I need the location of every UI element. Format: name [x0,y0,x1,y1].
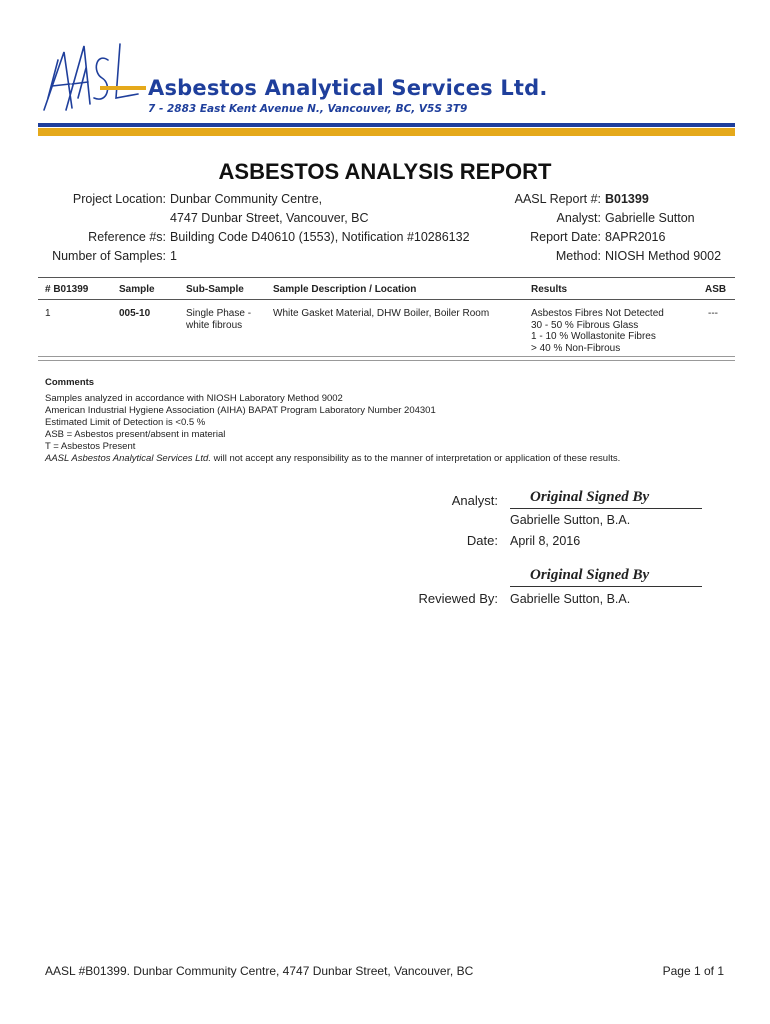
cell-asb: --- [708,308,718,319]
col-header-results: Results [531,284,568,295]
company-logo [38,38,148,128]
method-label: Method: [555,249,601,263]
page-number: Page 1 of 1 [662,964,724,978]
disclaimer-company: AASL Asbestos Analytical Services Ltd. [45,453,211,464]
cell-result-line3: 1 - 10 % Wollastonite Fibres [531,331,656,343]
col-header-asb: ASB [705,284,727,295]
analyst-name: Gabrielle Sutton, B.A. [510,513,631,527]
table-header-rule [38,299,735,300]
header-rule-blue [38,123,735,127]
analyst-signature-line [510,489,702,509]
reviewer-signature: Original Signed By [530,567,650,583]
disclaimer [45,453,620,465]
comment-line: American Industrial Hygiene Association (AIHA) BAPAT Program Laboratory Number 204301 [45,405,436,416]
comment-line: Estimated Limit of Detection is <0.5 % [45,417,206,428]
analyst-signature: Original Signed By [530,489,650,505]
signature-analyst-label: Analyst: [451,493,498,508]
signature-date-label: Date: [466,533,498,548]
col-header-subsample: Sub-Sample [186,284,244,295]
table-bottom-rule-1 [38,356,735,357]
cell-number: 1 [45,308,51,319]
samples-value: 1 [170,249,177,263]
table-bottom-rule-2 [38,360,735,361]
company-address: 7 - 2883 East Kent Avenue N., Vancouver, BC, V5S 3T9 [148,103,468,115]
comment-line: T = Asbestos Present [45,441,136,452]
project-location-line1: Dunbar Community Centre, [170,192,323,206]
aasl-report-label: AASL Report #: [514,192,601,206]
cell-sample: 005-10 [119,308,151,319]
analyst-label: Analyst: [556,211,601,225]
reference-value: Building Code D40610 (1553), Notification #10286132 [170,230,470,244]
company-name: Asbestos Analytical Services Ltd. [148,76,548,100]
report-date-label: Report Date: [530,230,601,244]
reviewed-by-label: Reviewed By: [418,591,498,606]
project-location-line2: 4747 Dunbar Street, Vancouver, BC [170,211,369,225]
cell-result-line2: 30 - 50 % Fibrous Glass [531,319,639,331]
comment-line: Samples analyzed in accordance with NIOSH Laboratory Method 9002 [45,393,343,404]
method-value: NIOSH Method 9002 [605,249,722,263]
report-date-value: 8APR2016 [605,230,666,244]
comment-line: ASB = Asbestos present/absent in material [45,429,226,440]
signature-date-value: April 8, 2016 [510,534,581,548]
footer-left: AASL #B01399. Dunbar Community Centre, 4747 Dunbar Street, Vancouver, BC [45,964,474,978]
cell-result-line1: Asbestos Fibres Not Detected [531,308,664,319]
table-top-rule [38,277,735,278]
project-location-label: Project Location: [72,192,166,206]
col-header-sample: Sample [119,284,155,295]
aasl-report-value: B01399 [605,192,649,206]
samples-label: Number of Samples: [52,249,166,263]
cell-result-line4: > 40 % Non-Fibrous [531,342,621,354]
cell-subsample-line1: Single Phase - [186,308,252,319]
analyst-value: Gabrielle Sutton [605,211,695,225]
cell-subsample-line2: white fibrous [186,319,243,331]
reviewer-signature-line [510,567,702,587]
col-header-number: # B01399 [45,284,89,295]
disclaimer-text: will not accept any responsibility as to the manner of interpretation or application of these results. [210,453,621,464]
reviewer-name: Gabrielle Sutton, B.A. [510,592,631,606]
cell-description: White Gasket Material, DHW Boiler, Boiler Room [273,308,490,319]
reference-label: Reference #s: [88,230,166,244]
comments-heading: Comments [45,377,95,388]
header-rule-gold [38,128,735,136]
report-title: ASBESTOS ANALYSIS REPORT [218,159,552,184]
col-header-description: Sample Description / Location [273,284,417,295]
